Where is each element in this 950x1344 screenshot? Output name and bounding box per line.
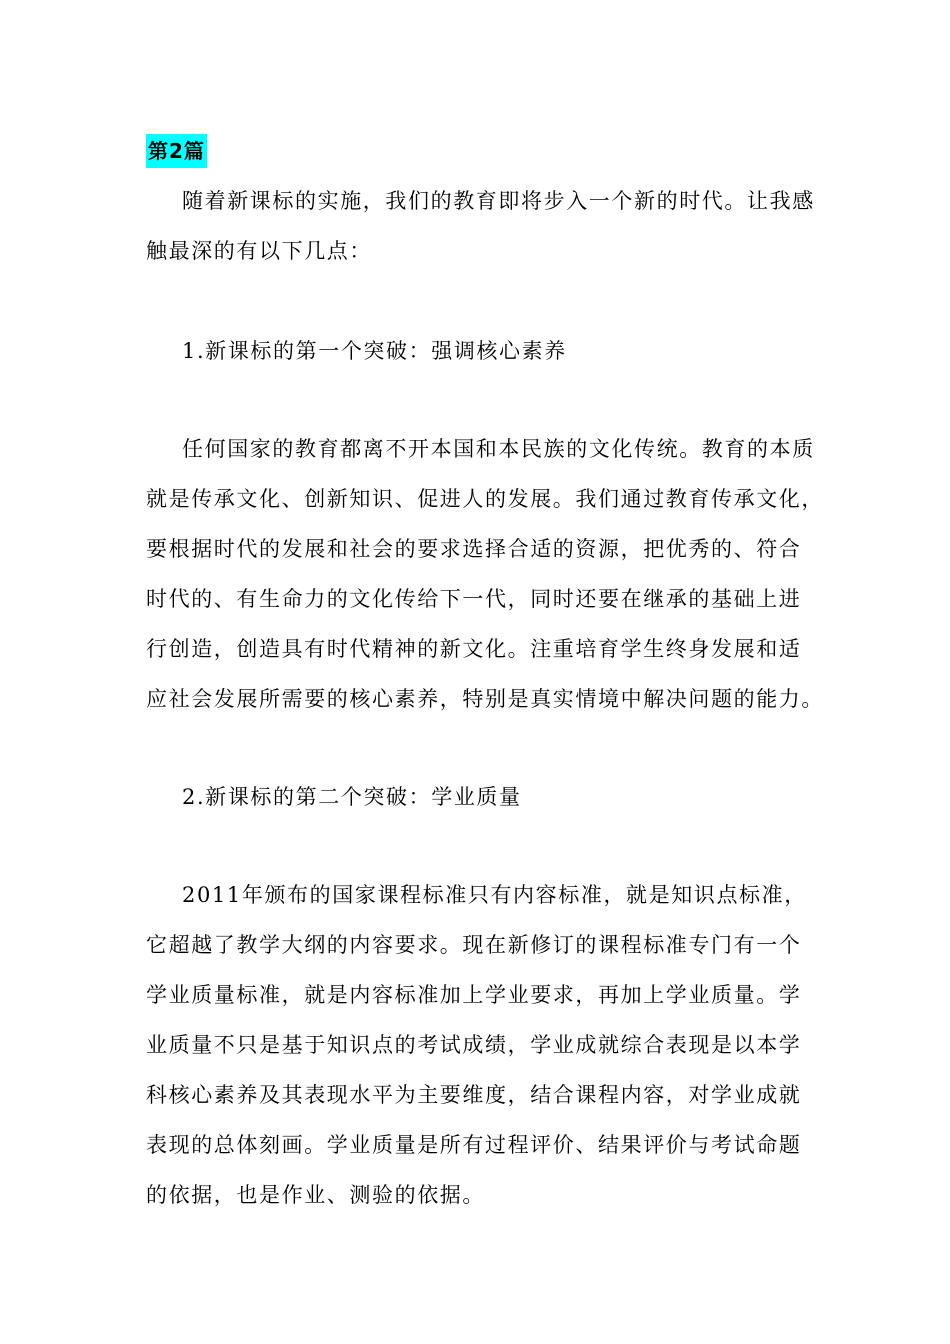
section1-line: 行创造，创造具有时代精神的新文化。注重培育学生终身发展和适 bbox=[146, 637, 802, 661]
section2-line: 学业质量标准，就是内容标准加上学业要求，再加上学业质量。学 bbox=[146, 983, 802, 1007]
section2-line: 它超越了教学大纲的内容要求。现在新修订的课程标准专门有一个 bbox=[146, 933, 802, 957]
section1-line: 要根据时代的发展和社会的要求选择合适的资源，把优秀的、符合 bbox=[146, 537, 802, 561]
section1-paragraph bbox=[146, 424, 826, 724]
section2-line: 科核心素养及其表现水平为主要维度，结合课程内容，对学业成就 bbox=[146, 1083, 802, 1107]
section2-line: 2011年颁布的国家课程标准只有内容标准，就是知识点标准， bbox=[182, 883, 807, 907]
intro-line: 随着新课标的实施，我们的教育即将步入一个新的时代。让我感 bbox=[182, 189, 815, 213]
section1-line: 时代的、有生命力的文化传给下一代，同时还要在继承的基础上进 bbox=[146, 587, 802, 611]
section1-line: 就是传承文化、创新知识、促进人的发展。我们通过教育传承文化， bbox=[146, 487, 824, 511]
section1-line: 任何国家的教育都离不开本国和本民族的文化传统。教育的本质 bbox=[182, 437, 815, 461]
section-heading: 第2篇 bbox=[146, 134, 207, 168]
section2-line: 业质量不只是基于知识点的考试成绩，学业成就综合表现是以本学 bbox=[146, 1033, 802, 1057]
intro-line: 触最深的有以下几点： bbox=[146, 239, 372, 263]
section2-line: 的依据，也是作业、测验的依据。 bbox=[146, 1183, 485, 1207]
intro-paragraph bbox=[146, 176, 826, 276]
section1-title: 1.新课标的第一个突破：强调核心素养 bbox=[182, 339, 567, 363]
section1-line: 应社会发展所需要的核心素养，特别是真实情境中解决问题的能力。 bbox=[146, 687, 824, 711]
section2-title: 2.新课标的第二个突破：学业质量 bbox=[182, 785, 522, 809]
section2-paragraph bbox=[146, 870, 826, 1220]
section2-line: 表现的总体刻画。学业质量是所有过程评价、结果评价与考试命题 bbox=[146, 1133, 802, 1157]
